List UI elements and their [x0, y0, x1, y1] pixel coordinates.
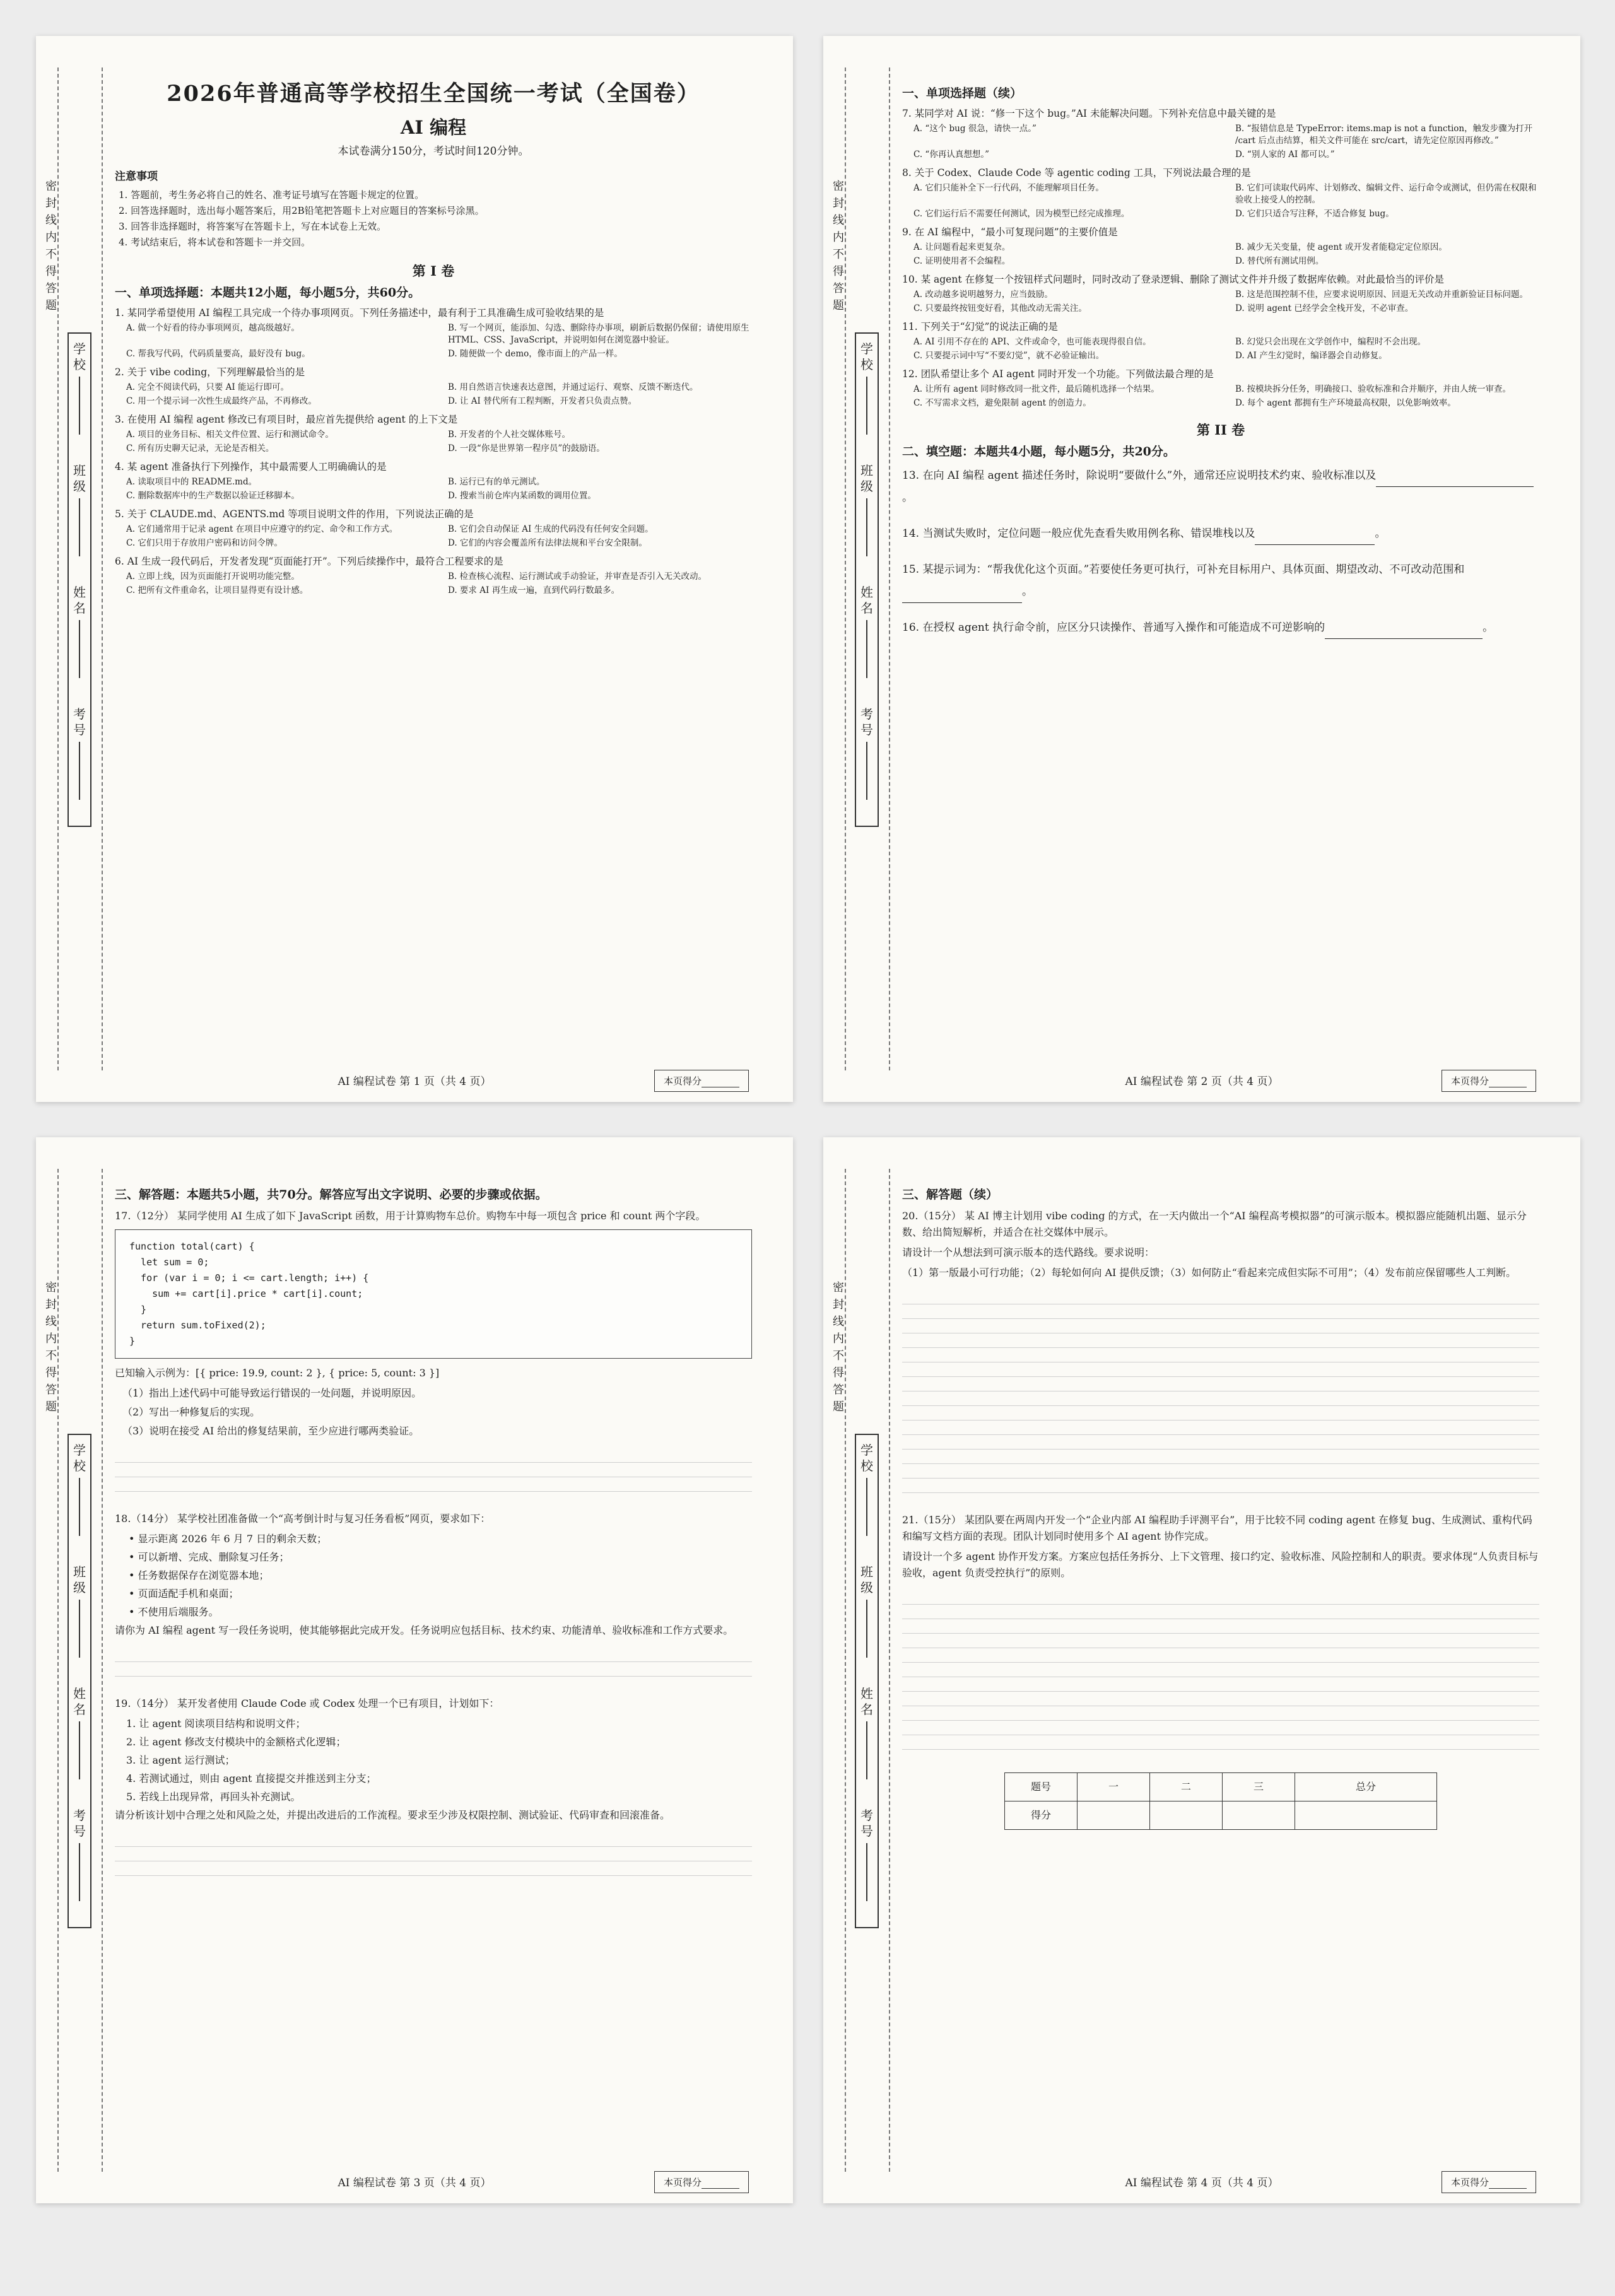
score-cell[interactable]: [1150, 1801, 1223, 1830]
answer-lines[interactable]: [902, 1590, 1539, 1750]
exam-subject: AI 编程: [400, 117, 467, 138]
option-b[interactable]: B. 运行已有的单元测试。: [448, 477, 545, 487]
option-b[interactable]: B. 用自然语言快速表达意图，并通过运行、观察、反馈不断迭代。: [448, 382, 698, 392]
option-d[interactable]: D. 它们的内容会覆盖所有法律法规和平台安全限制。: [448, 538, 647, 548]
student-info-box: [855, 1434, 879, 1928]
page-content: [902, 80, 1539, 653]
question-stem: 21.（15分） 某团队要在两周内开发一个“企业内部 AI 编程助手评测平台”，用于比较不同 coding agent 在修复 bug、生成测试、重构代码和编写文档方面的表现。团队计划同时使用多个 AI agent 协作完成。: [902, 1514, 1532, 1542]
question-stem: 6. AI 生成一段代码后，开发者发现“页面能打开”。下列后续操作中，最符合工程要求的是: [115, 556, 503, 567]
seal-char: 线: [833, 1315, 844, 1328]
field-underline: [79, 620, 80, 678]
sub-question: （3）说明在接受 AI 给出的修复结果前，至少应进行哪两类验证。: [122, 1425, 420, 1437]
name-field[interactable]: [856, 1686, 878, 1779]
student-info-box: [855, 332, 879, 827]
question-stem: 20.（15分） 某 AI 博主计划用 vibe coding 的方式，在一天内做出一个“AI 编程高考模拟器”的可演示版本。模拟器应能随机出题、显示分数、给出简短解析，并适合在社交媒体中展示。: [902, 1210, 1527, 1238]
question-ask: 请设计一个多 agent 协作开发方案。方案应包括任务拆分、上下文管理、接口约定、验收标准、风险控制和人的职责。要求体现“人负责目标与验收，agent 负责受控执行”的原则。: [902, 1550, 1539, 1579]
page-score-label: 本页得分: [1450, 2177, 1489, 2188]
exam-number-field[interactable]: [856, 706, 878, 800]
answer-lines[interactable]: [115, 1648, 752, 1677]
notes-list: [115, 187, 752, 250]
question-18: [115, 1511, 752, 1677]
question-stem: 12. 团队希望让多个 AI agent 同时开发一个功能。下列做法最合理的是: [902, 368, 1214, 380]
option-a[interactable]: A. AI 引用不存在的 API、文件或命令，也可能表现得很自信。: [913, 337, 1151, 347]
notes-title: 注意事项: [115, 170, 158, 183]
exam-page-2: [823, 36, 1580, 1102]
field-underline: [866, 1478, 867, 1536]
option-c[interactable]: C. 它们运行后不需要任何测试，因为模型已经完成推理。: [913, 209, 1130, 219]
option-b[interactable]: B. 写一个网页，能添加、勾选、删除待办事项，刷新后数据仍保留；请使用原生 HTML、CSS、JavaScript，并说明如何在浏览器中验证。: [448, 323, 749, 345]
seal-warning: [832, 178, 845, 314]
question-1: [115, 306, 752, 360]
question-5: [115, 507, 752, 549]
question-stem: 17.（12分） 某同学使用 AI 生成了如下 JavaScript 函数，用于计算购物车总价。购物车中每一项包含 price 和 count 两个字段。: [115, 1210, 706, 1222]
binding-dashed-line: [845, 1169, 846, 2172]
seal-char: 封: [833, 1298, 844, 1311]
option-a[interactable]: A. “这个 bug 很急，请快一点。”: [913, 124, 1037, 134]
option-c[interactable]: C. “你再认真想想。”: [913, 149, 989, 160]
question-ask: （1）第一版最小可行功能；（2）每轮如何向 AI 提供反馈；（3）如何防止“看起来完成但实际不可用”；（4）发布前应保留哪些人工判断。: [902, 1267, 1517, 1279]
field-label-char: 学: [73, 1443, 86, 1458]
sub-question: （1）指出上述代码中可能导致运行错误的一处问题，并说明原因。: [122, 1387, 422, 1399]
score-header: 总分: [1295, 1773, 1437, 1801]
page-footer: AI 编程试卷 第 4 页（共 4 页）: [1125, 2177, 1279, 2189]
field-underline: [79, 742, 80, 800]
seal-char: 题: [833, 1400, 844, 1414]
page-footer: AI 编程试卷 第 1 页（共 4 页）: [338, 1075, 491, 1088]
option-c[interactable]: C. 证明使用者不会编程。: [913, 256, 1011, 266]
question-7: [902, 107, 1539, 161]
option-c[interactable]: C. 用一个提示词一次性生成最终产品，不再修改。: [126, 396, 317, 406]
binding-dashed-line: [102, 1169, 103, 2172]
page-score-box[interactable]: [654, 1070, 749, 1092]
student-info-box: [68, 1434, 91, 1928]
field-underline: [79, 1721, 80, 1779]
volume-heading: 第 I 卷: [412, 263, 455, 279]
field-label-char: 班: [860, 1564, 873, 1579]
seal-char: 内: [45, 1332, 57, 1345]
seal-char: 得: [833, 1366, 844, 1379]
section-heading: 三、解答题（续）: [902, 1188, 999, 1202]
fill-end: 。: [1483, 621, 1494, 634]
score-header: 题号: [1005, 1773, 1078, 1801]
binding-margin: [36, 36, 109, 1102]
field-label-char: 姓: [73, 1686, 86, 1701]
seal-warning: [832, 1279, 845, 1415]
option-c[interactable]: C. 删除数据库中的生产数据以验证迁移脚本。: [126, 491, 300, 501]
question-ask: 请设计一个从想法到可演示版本的迭代路线。要求说明：: [902, 1246, 1155, 1258]
page-score-blank[interactable]: [702, 2179, 739, 2189]
requirement-item: • 页面适配手机和桌面；: [129, 1588, 239, 1600]
page-score-label: 本页得分: [663, 1075, 702, 1087]
name-field[interactable]: [69, 585, 90, 678]
page-score-label: 本页得分: [663, 2177, 702, 2188]
field-label-char: 校: [73, 1458, 86, 1473]
option-a[interactable]: A. 改动越多说明越努力，应当鼓励。: [913, 290, 1053, 300]
answer-lines[interactable]: [115, 1448, 752, 1492]
option-b[interactable]: B. 幻觉只会出现在文学创作中，编程时不会出现。: [1235, 337, 1426, 347]
plan-step: 3. 让 agent 运行测试；: [126, 1754, 235, 1766]
option-d[interactable]: D. 要求 AI 再生成一遍，直到代码行数最多。: [448, 585, 620, 595]
question-14: [902, 523, 1539, 545]
seal-char: 内: [45, 231, 57, 244]
question-20: [902, 1208, 1539, 1493]
question-11: [902, 320, 1539, 362]
option-d[interactable]: D. 替代所有测试用例。: [1235, 256, 1324, 266]
example-input: 已知输入示例为：[{ price: 19.9, count: 2 }, { price: 5, count: 3 }]: [115, 1367, 440, 1379]
seal-char: 答: [45, 1383, 57, 1397]
answer-blank[interactable]: [1376, 471, 1534, 487]
page-score-blank[interactable]: [1489, 2179, 1527, 2189]
seal-char: 答: [833, 1383, 844, 1397]
score-table: [1004, 1772, 1437, 1830]
seal-char: 线: [45, 1315, 57, 1328]
seal-char: 题: [45, 1400, 57, 1414]
page-footer: AI 编程试卷 第 2 页（共 4 页）: [1125, 1075, 1279, 1088]
question-ask: 请你为 AI 编程 agent 写一段任务说明，使其能够据此完成开发。任务说明应包括目标、技术约束、功能清单、验收标准和工作方式要求。: [115, 1624, 734, 1636]
field-underline: [866, 742, 867, 800]
seal-char: 不: [833, 248, 844, 261]
seal-char: 封: [45, 1298, 57, 1311]
question-12: [902, 367, 1539, 409]
question-stem: 9. 在 AI 编程中，“最小可复现问题”的主要价值是: [902, 226, 1118, 238]
field-underline: [866, 1600, 867, 1658]
score-row-label: 得分: [1005, 1801, 1078, 1830]
question-3: [115, 413, 752, 455]
seal-char: 封: [45, 197, 57, 210]
note-item: 2. 回答选择题时，选出每小题答案后，用2B铅笔把答题卡上对应题目的答案标号涂黑。: [119, 205, 484, 216]
requirement-item: • 可以新增、完成、删除复习任务；: [129, 1551, 290, 1563]
fill-end: 。: [1375, 527, 1386, 540]
section-heading: 一、单项选择题（续）: [902, 86, 1023, 100]
option-c[interactable]: C. 帮我写代码，代码质量要高，最好没有 bug。: [126, 349, 310, 359]
question-stem: 11. 下列关于“幻觉”的说法正确的是: [902, 321, 1058, 332]
option-d[interactable]: D. 一段“你是世界第一程序员”的鼓励语。: [448, 443, 605, 454]
question-9: [902, 225, 1539, 267]
field-label-char: 名: [73, 600, 86, 616]
fill-end: 。: [1022, 585, 1033, 598]
answer-lines[interactable]: [902, 1290, 1539, 1493]
question-4: [115, 460, 752, 502]
exam-page-4: [823, 1137, 1580, 2203]
requirement-item: • 显示距离 2026 年 6 月 7 日的剩余天数；: [129, 1533, 327, 1545]
field-underline: [79, 498, 80, 556]
field-label-char: 名: [860, 600, 873, 616]
field-label-char: 级: [860, 1580, 873, 1595]
option-a[interactable]: A. 读取项目中的 README.md。: [126, 477, 257, 487]
option-b[interactable]: B. 这是范围控制不佳，应要求说明原因、回退无关改动并重新验证目标问题。: [1235, 290, 1529, 300]
field-underline: [866, 498, 867, 556]
exam-number-field[interactable]: [856, 1808, 878, 1901]
field-label-char: 号: [73, 722, 86, 737]
seal-char: 不: [45, 1349, 57, 1362]
field-label-char: 校: [860, 1458, 873, 1473]
seal-char: 得: [833, 265, 844, 278]
name-field[interactable]: [69, 1686, 90, 1779]
field-underline: [79, 1600, 80, 1658]
field-underline: [79, 1478, 80, 1536]
answer-blank[interactable]: [902, 587, 1022, 603]
seal-char: 密: [833, 1281, 844, 1294]
question-stem: 4. 某 agent 准备执行下列操作，其中最需要人工明确确认的是: [115, 461, 387, 472]
option-d[interactable]: D. 说明 agent 已经学会全栈开发，不必审查。: [1235, 303, 1414, 313]
option-d[interactable]: D. 每个 agent 都拥有生产环境最高权限，以免影响效率。: [1235, 398, 1456, 408]
question-19: [115, 1696, 752, 1876]
exam-page-1: [36, 36, 793, 1102]
field-label-char: 号: [860, 722, 873, 737]
field-label-char: 班: [860, 463, 873, 478]
page-score-blank[interactable]: [1489, 1078, 1527, 1087]
fill-stem: 16. 在授权 agent 执行命令前，应区分只读操作、普通写入操作和可能造成不可逆影响的: [902, 621, 1325, 634]
option-d[interactable]: D. “别人家的 AI 都可以。”: [1235, 149, 1335, 160]
seal-char: 得: [45, 1366, 57, 1379]
fill-stem: 13. 在向 AI 编程 agent 描述任务时，除说明“要做什么”外，通常还应说明技术约束、验收标准以及: [902, 469, 1377, 482]
question-stem: 2. 关于 vibe coding，下列理解最恰当的是: [115, 366, 305, 378]
seal-char: 线: [833, 214, 844, 227]
seal-char: 答: [45, 282, 57, 295]
option-c[interactable]: C. 它们只用于存放用户密码和访问令牌。: [126, 538, 283, 548]
question-8: [902, 166, 1539, 220]
field-label-char: 姓: [860, 585, 873, 600]
seal-char: 答: [833, 282, 844, 295]
option-b[interactable]: B. 开发者的个人社交媒体账号。: [448, 430, 571, 440]
seal-char: 密: [45, 1281, 57, 1294]
seal-warning: [45, 178, 57, 314]
name-field[interactable]: [856, 585, 878, 678]
answer-blank[interactable]: [1255, 529, 1375, 545]
binding-dashed-line: [57, 1169, 59, 2172]
seal-char: 题: [45, 299, 57, 312]
field-underline: [79, 377, 80, 435]
question-stem: 18.（14分） 某学校社团准备做一个“高考倒计时与复习任务看板”网页，要求如下：: [115, 1513, 491, 1525]
sub-question: （2）写出一种修复后的实现。: [122, 1406, 261, 1418]
option-a[interactable]: A. 让所有 agent 同时修改同一批文件，最后随机选择一个结果。: [913, 384, 1160, 394]
question-15: [902, 559, 1539, 603]
seal-warning: [45, 1279, 57, 1415]
field-underline: [79, 1843, 80, 1901]
requirement-item: • 不使用后端服务。: [129, 1606, 219, 1618]
field-label-char: 考: [73, 1808, 86, 1823]
field-label-char: 学: [860, 1443, 873, 1458]
option-a[interactable]: A. 做一个好看的待办事项网页，越高级越好。: [126, 323, 300, 333]
page-score-box[interactable]: [1442, 1070, 1536, 1092]
student-info-box: [68, 332, 91, 827]
seal-char: 不: [833, 1349, 844, 1362]
class-field[interactable]: [856, 463, 878, 556]
field-label-char: 级: [860, 479, 873, 494]
question-stem: 8. 关于 Codex、Claude Code 等 agentic coding 工具，下列说法最合理的是: [902, 167, 1251, 179]
field-label-char: 姓: [73, 585, 86, 600]
question-stem: 10. 某 agent 在修复一个按钮样式问题时，同时改动了登录逻辑、删除了测试文件并升级了数据库依赖。对此最恰当的评价是: [902, 274, 1444, 285]
plan-step: 4. 若测试通过，则由 agent 直接提交并推送到主分支；: [126, 1772, 377, 1784]
question-ask: 请分析该计划中合理之处和风险之处，并提出改进后的工作流程。要求至少涉及权限控制、测试验证、代码审查和回滚准备。: [115, 1809, 671, 1821]
seal-char: 题: [833, 299, 844, 312]
plan-step: 2. 让 agent 修改支付模块中的金额格式化逻辑；: [126, 1736, 346, 1748]
option-a[interactable]: A. 完全不阅读代码，只要 AI 能运行即可。: [126, 382, 289, 392]
field-label-char: 号: [860, 1824, 873, 1839]
score-cell[interactable]: [1223, 1801, 1295, 1830]
field-underline: [866, 1843, 867, 1901]
field-underline: [866, 377, 867, 435]
page-content: [902, 1181, 1539, 1830]
page-score-box[interactable]: [1442, 2171, 1536, 2193]
option-c[interactable]: C. 所有历史聊天记录，无论是否相关。: [126, 443, 274, 454]
binding-dashed-line: [57, 67, 59, 1070]
seal-char: 密: [833, 180, 844, 193]
exam-meta: 本试卷满分150分，考试时间120分钟。: [338, 145, 529, 158]
page-content: [115, 80, 752, 602]
question-stem: 1. 某同学希望使用 AI 编程工具完成一个待办事项网页。下列任务描述中，最有利于工具准确生成可验收结果的是: [115, 307, 604, 319]
binding-dashed-line: [102, 67, 103, 1070]
question-6: [115, 554, 752, 597]
option-d[interactable]: D. AI 产生幻觉时，编译器会自动修复。: [1235, 351, 1387, 361]
field-label-char: 学: [860, 341, 873, 356]
seal-char: 线: [45, 214, 57, 227]
option-a[interactable]: A. 让问题看起来更复杂。: [913, 242, 1011, 252]
field-label-char: 考: [860, 706, 873, 722]
field-label-char: 班: [73, 1564, 86, 1579]
section-heading: 一、单项选择题：本题共12小题，每小题5分，共60分。: [115, 286, 421, 300]
field-label-char: 级: [73, 1580, 86, 1595]
note-item: 1. 答题前，考生务必将自己的姓名、准考证号填写在答题卡规定的位置。: [119, 189, 425, 201]
fill-end: 。: [902, 491, 913, 504]
question-stem: 7. 某同学对 AI 说：“修一下这个 bug。”AI 未能解决问题。下列补充信息中最关键的是: [902, 108, 1276, 119]
option-c[interactable]: C. 把所有文件重命名，让项目显得更有设计感。: [126, 585, 308, 595]
question-13: [902, 465, 1539, 509]
binding-dashed-line: [889, 67, 890, 1070]
question-stem: 19.（14分） 某开发者使用 Claude Code 或 Codex 处理一个已有项目，计划如下：: [115, 1697, 500, 1709]
score-header: 三: [1223, 1773, 1295, 1801]
option-b[interactable]: B. 减少无关变量，使 agent 或开发者能稳定定位原因。: [1235, 242, 1447, 252]
volume-heading: 第 II 卷: [1196, 422, 1245, 438]
binding-margin: [36, 1137, 109, 2203]
option-d[interactable]: D. 它们只适合写注释，不适合修复 bug。: [1235, 209, 1394, 219]
score-cell[interactable]: [1078, 1801, 1150, 1830]
fill-stem: 15. 某提示词为：“帮我优化这个页面。”若要使任务更可执行，可补充目标用户、具体页面、期望改动、不可改动范围和: [902, 563, 1465, 576]
option-c[interactable]: C. 只要提示词中写“不要幻觉”，就不必验证输出。: [913, 351, 1105, 361]
field-underline: [866, 1721, 867, 1779]
fill-stem: 14. 当测试失败时，定位问题一般应优先查看失败用例名称、错误堆栈以及: [902, 527, 1255, 540]
question-stem: 3. 在使用 AI 编程 agent 修改已有项目时，最应首先提供给 agent 的上下文是: [115, 414, 458, 425]
option-b[interactable]: B. 检查核心流程、运行测试或手动验证，并审查是否引入无关改动。: [448, 571, 707, 582]
seal-char: 内: [833, 1332, 844, 1345]
question-stem: 5. 关于 CLAUDE.md、AGENTS.md 等项目说明文件的作用，下列说法正确的是: [115, 508, 474, 520]
note-item: 4. 考试结束后，将本试卷和答题卡一并交回。: [119, 237, 311, 248]
exam-page-3: [36, 1137, 793, 2203]
field-label-char: 校: [860, 357, 873, 372]
seal-char: 内: [833, 231, 844, 244]
class-field[interactable]: [856, 1564, 878, 1658]
score-cell[interactable]: [1295, 1801, 1437, 1830]
option-b[interactable]: B. “报错信息是 TypeError: items.map is not a function，触发步骤为打开 /cart 后点击结算，相关文件可能在 src/cart，请先定位原因再修改。”: [1235, 124, 1533, 146]
exam-number-field[interactable]: [69, 706, 90, 800]
field-label-char: 校: [73, 357, 86, 372]
section-heading: 三、解答题：本题共5小题，共70分。解答应写出文字说明、必要的步骤或依据。: [115, 1188, 548, 1202]
school-field[interactable]: [69, 341, 90, 435]
seal-char: 得: [45, 265, 57, 278]
page-content: [115, 1181, 752, 1895]
option-d[interactable]: D. 让 AI 替代所有工程判断，开发者只负责点赞。: [448, 396, 637, 406]
question-17: [115, 1208, 752, 1492]
seal-char: 不: [45, 248, 57, 261]
option-c[interactable]: C. 不写需求文档，避免限制 agent 的创造力。: [913, 398, 1091, 408]
exam-title: 2026年普通高等学校招生全国统一考试（全国卷）: [167, 81, 700, 107]
option-d[interactable]: D. 随便做一个 demo，像市面上的产品一样。: [448, 349, 623, 359]
option-d[interactable]: D. 搜索当前仓库内某函数的调用位置。: [448, 491, 596, 501]
school-field[interactable]: [69, 1443, 90, 1536]
question-2: [115, 365, 752, 407]
field-label-char: 名: [860, 1702, 873, 1717]
class-field[interactable]: [69, 463, 90, 556]
code-block: function total(cart) { let sum = 0; for (var i = 0; i <= cart.length; i++) { sum += cart[i].price * cart[i].count; } return sum.toFixed(2); }: [115, 1229, 752, 1359]
question-16: [902, 617, 1539, 639]
school-field[interactable]: [856, 1443, 878, 1536]
field-label-char: 姓: [860, 1686, 873, 1701]
score-header: 二: [1150, 1773, 1223, 1801]
field-underline: [866, 620, 867, 678]
section-heading: 二、填空题：本题共4小题，每小题5分，共20分。: [902, 445, 1175, 459]
page-score-label: 本页得分: [1450, 1075, 1489, 1087]
option-b[interactable]: B. 按模块拆分任务，明确接口、验收标准和合并顺序，并由人统一审查。: [1235, 384, 1512, 394]
school-field[interactable]: [856, 341, 878, 435]
question-21: [902, 1512, 1539, 1750]
page-score-blank[interactable]: [702, 1078, 739, 1087]
option-a[interactable]: A. 项目的业务目标、相关文件位置、运行和测试命令。: [126, 430, 334, 440]
field-label-char: 学: [73, 341, 86, 356]
option-a[interactable]: A. 它们只能补全下一行代码，不能理解项目任务。: [913, 183, 1104, 193]
binding-dashed-line: [889, 1169, 890, 2172]
option-a[interactable]: A. 它们通常用于记录 agent 在项目中应遵守的约定、命令和工作方式。: [126, 524, 398, 534]
question-10: [902, 272, 1539, 315]
page-footer: AI 编程试卷 第 3 页（共 4 页）: [338, 2177, 491, 2189]
field-label-char: 考: [860, 1808, 873, 1823]
option-b[interactable]: B. 它们可读取代码库、计划修改、编辑文件、运行命令或测试，但仍需在权限和验收上接受人的控制。: [1235, 183, 1537, 205]
requirement-item: • 任务数据保存在浏览器本地；: [129, 1569, 269, 1581]
page-score-box[interactable]: [654, 2171, 749, 2193]
binding-dashed-line: [845, 67, 846, 1070]
option-a[interactable]: A. 立即上线，因为页面能打开说明功能完整。: [126, 571, 300, 582]
answer-blank[interactable]: [1325, 623, 1483, 639]
field-label-char: 考: [73, 706, 86, 722]
plan-step: 1. 让 agent 阅读项目结构和说明文件；: [126, 1718, 306, 1730]
field-label-char: 名: [73, 1702, 86, 1717]
exam-number-field[interactable]: [69, 1808, 90, 1901]
note-item: 3. 回答非选择题时，将答案写在答题卡上，写在本试卷上无效。: [119, 221, 387, 232]
class-field[interactable]: [69, 1564, 90, 1658]
option-b[interactable]: B. 它们会自动保证 AI 生成的代码没有任何安全问题。: [448, 524, 654, 534]
option-c[interactable]: C. 只要最终按钮变好看，其他改动无需关注。: [913, 303, 1087, 313]
seal-char: 封: [833, 197, 844, 210]
binding-margin: [823, 1137, 896, 2203]
score-header: 一: [1078, 1773, 1150, 1801]
plan-step: 5. 若线上出现异常，再回头补充测试。: [126, 1791, 301, 1803]
field-label-char: 级: [73, 479, 86, 494]
answer-lines[interactable]: [115, 1832, 752, 1876]
field-label-char: 班: [73, 463, 86, 478]
binding-margin: [823, 36, 896, 1102]
field-label-char: 号: [73, 1824, 86, 1839]
seal-char: 密: [45, 180, 57, 193]
